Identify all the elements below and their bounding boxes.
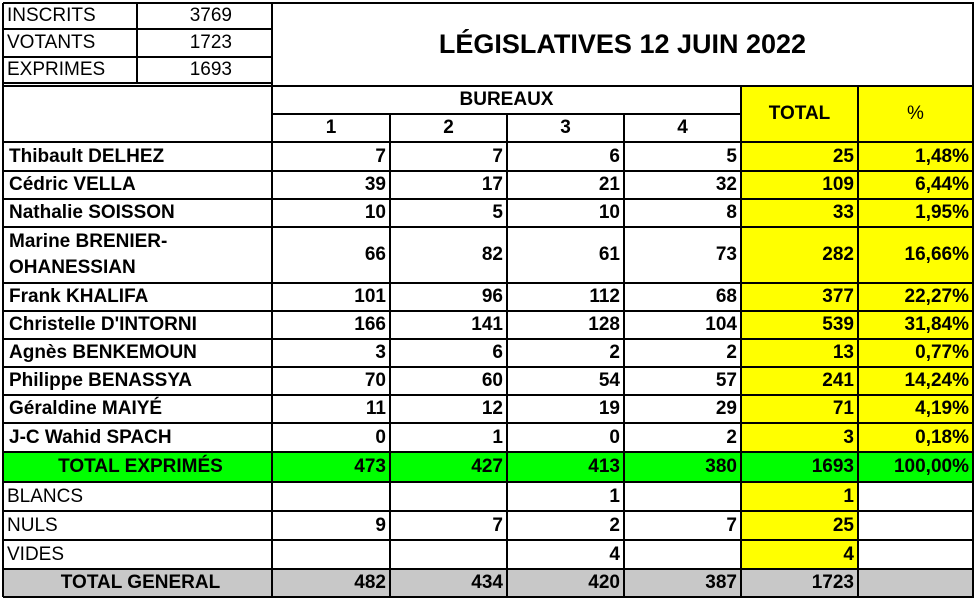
grid-line (3, 539, 974, 541)
candidate-percent: 0,18% (915, 426, 969, 448)
summary-inscrits-label: INSCRITS (7, 5, 96, 26)
bureau-2-votes: 96 (481, 286, 503, 307)
candidate-total: 539 (822, 314, 854, 335)
summary-votants-label: VOTANTS (7, 32, 96, 53)
other-bureau-3: 2 (609, 514, 620, 536)
bureau-4-votes: 8 (726, 202, 737, 223)
bureau-3-votes: 6 (609, 145, 620, 167)
bureau-3-votes: 19 (598, 398, 620, 419)
total-header: TOTAL (768, 102, 831, 124)
grid-line (3, 422, 974, 424)
bureau-4-votes: 73 (715, 244, 737, 265)
bureau-1-votes: 7 (375, 145, 386, 167)
candidate-total: 3 (843, 426, 854, 448)
other-bureau-4 (624, 482, 741, 511)
bureaux-header: BUREAUX (459, 88, 554, 110)
candidate-total: 241 (822, 370, 854, 391)
summary-votants-value: 1723 (189, 32, 232, 53)
total-general-bureau-3: 420 (588, 572, 620, 593)
other-bureau-3: 1 (609, 485, 620, 507)
grid-line (3, 568, 974, 570)
bureau-3-votes: 0 (609, 426, 620, 448)
grid-line (3, 198, 974, 200)
total-exprimes-percent: 100,00% (893, 456, 969, 477)
grid-line (3, 170, 974, 172)
bureau-4-votes: 104 (705, 314, 737, 335)
bureau-1-votes: 101 (354, 286, 386, 307)
candidate-name: J-C Wahid SPACH (9, 426, 172, 448)
bureau-1-votes: 166 (354, 314, 386, 335)
candidate-percent: 14,24% (904, 370, 969, 391)
other-bureau-4 (624, 540, 741, 569)
candidate-total: 282 (822, 244, 854, 265)
candidate-name: Christelle D'INTORNI (9, 314, 197, 335)
candidate-total: 25 (832, 145, 854, 167)
candidate-name: Thibault DELHEZ (9, 145, 165, 167)
bureau-3-votes: 10 (598, 202, 620, 223)
bureau-1-votes: 70 (364, 370, 386, 391)
other-total: 25 (832, 514, 854, 536)
bureau-3-votes: 128 (588, 314, 620, 335)
total-general-percent (858, 569, 973, 597)
other-bureau-2 (390, 482, 507, 511)
grid-line (972, 3, 974, 597)
grid-line (740, 86, 742, 597)
total-general-bureau-4: 387 (705, 572, 737, 593)
bureau-2-votes: 82 (481, 244, 503, 265)
grid-line (3, 226, 974, 228)
bureau-2-votes: 141 (471, 314, 503, 335)
bureau-2-votes: 6 (492, 342, 503, 363)
grid-line (3, 338, 974, 340)
grid-line (506, 114, 508, 597)
total-general-bureau-1: 482 (354, 572, 386, 593)
grid-line (2, 3, 4, 597)
other-bureau-2: 7 (492, 514, 503, 536)
bureau-4-votes: 32 (715, 174, 737, 195)
total-exprimes-bureau-2: 427 (471, 456, 503, 477)
grid-line (3, 366, 974, 368)
bureau-1-votes: 0 (375, 426, 386, 448)
grid-line (3, 481, 974, 483)
grid-line (3, 394, 974, 396)
other-bureau-1 (272, 540, 390, 569)
bureau-1-votes: 3 (375, 342, 386, 363)
candidate-percent: 31,84% (904, 314, 969, 335)
other-label: NULS (7, 514, 58, 536)
candidate-total: 13 (832, 342, 854, 363)
grid-line (3, 510, 974, 512)
bureau-1-votes: 11 (365, 398, 386, 419)
bureau-number-4: 4 (677, 116, 688, 138)
bureau-4-votes: 29 (715, 398, 737, 419)
percent-header: % (907, 102, 924, 124)
grid-line (271, 3, 273, 597)
candidate-percent: 6,44% (915, 174, 969, 195)
candidate-total: 109 (822, 174, 854, 195)
other-total: 1 (843, 485, 854, 507)
candidate-name: Nathalie SOISSON (9, 202, 175, 223)
bureau-2-votes: 60 (481, 370, 503, 391)
bureau-3-votes: 54 (598, 370, 620, 391)
grid-line (3, 451, 974, 453)
candidate-percent: 22,27% (904, 286, 969, 307)
bureau-2-votes: 12 (481, 398, 503, 419)
grid-line (3, 2, 974, 4)
candidate-name: Philippe BENASSYA (9, 370, 193, 391)
candidate-percent: 0,77% (915, 342, 969, 363)
candidate-name: Cédric VELLA (9, 174, 136, 195)
summary-exprimes-value: 1693 (189, 59, 232, 80)
bureau-number-3: 3 (560, 116, 571, 138)
grid-line (3, 596, 974, 598)
bureau-3-votes: 21 (598, 174, 620, 195)
other-bureau-2 (390, 540, 507, 569)
other-bureau-3: 4 (609, 543, 620, 565)
bureau-3-votes: 61 (598, 244, 620, 265)
other-total: 4 (843, 543, 854, 565)
bureau-2-votes: 5 (492, 202, 503, 223)
page-title: LÉGISLATIVES 12 JUIN 2022 (438, 28, 807, 59)
bureau-1-votes: 39 (364, 174, 386, 195)
grid-line (3, 310, 974, 312)
total-general-label: TOTAL GENERAL (60, 572, 221, 593)
candidate-total: 33 (832, 202, 854, 223)
bureau-4-votes: 57 (715, 370, 737, 391)
bureau-4-votes: 2 (726, 426, 737, 448)
candidate-name: Frank KHALIFA (9, 286, 149, 307)
grid-line (857, 86, 859, 597)
total-general-bureau-2: 434 (471, 572, 503, 593)
bureau-1-votes: 10 (364, 202, 386, 223)
other-label: BLANCS (7, 485, 84, 507)
candidate-percent: 4,19% (915, 398, 969, 419)
candidate-name: Marine BRENIER-OHANESSIAN (9, 231, 168, 278)
grid-line (3, 85, 974, 87)
grid-line (389, 114, 391, 597)
other-bureau-4: 7 (726, 514, 737, 536)
bureau-number-1: 1 (325, 116, 337, 138)
grid-line (623, 114, 625, 597)
bureau-4-votes: 2 (726, 342, 737, 363)
grid-line (3, 141, 974, 143)
bureau-3-votes: 112 (589, 286, 620, 307)
grid-line (3, 282, 974, 284)
candidate-percent: 1,95% (915, 202, 969, 223)
bureau-4-votes: 68 (715, 286, 737, 307)
summary-inscrits-value: 3769 (189, 5, 232, 26)
bureau-2-votes: 1 (492, 426, 503, 448)
candidate-percent: 1,48% (915, 145, 969, 167)
bureau-4-votes: 5 (726, 145, 737, 167)
total-general-total: 1723 (811, 572, 854, 593)
bureau-number-2: 2 (443, 116, 454, 138)
total-exprimes-label: TOTAL EXPRIMÉS (58, 456, 223, 477)
other-label: VIDES (7, 543, 65, 565)
bureau-2-votes: 17 (481, 174, 503, 195)
candidate-name: Agnès BENKEMOUN (9, 342, 197, 363)
total-exprimes-total: 1693 (811, 456, 854, 477)
bureau-2-votes: 7 (492, 145, 503, 167)
summary-exprimes-label: EXPRIMES (7, 59, 106, 80)
other-bureau-1: 9 (375, 514, 386, 536)
candidate-percent: 16,66% (904, 244, 969, 265)
candidate-total: 71 (832, 398, 854, 419)
total-exprimes-bureau-4: 380 (705, 456, 737, 477)
bureau-3-votes: 2 (609, 342, 620, 363)
other-bureau-1 (272, 482, 390, 511)
grid-line (136, 3, 138, 83)
candidate-total: 377 (822, 286, 854, 307)
bureau-1-votes: 66 (364, 244, 386, 265)
candidate-name: Géraldine MAIYÉ (9, 398, 163, 419)
total-exprimes-bureau-1: 473 (354, 456, 386, 477)
total-exprimes-bureau-3: 413 (588, 456, 620, 477)
